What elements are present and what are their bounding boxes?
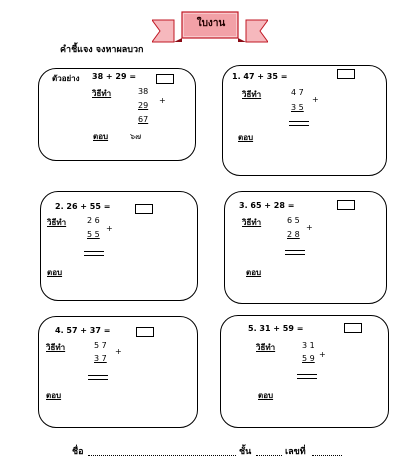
plus-sign: + xyxy=(312,95,319,104)
number-field[interactable] xyxy=(312,455,342,456)
problem-4-addend-a: 5 7 xyxy=(94,341,107,350)
problem-3-answer-label: ตอบ xyxy=(246,268,262,277)
problem-2-answer-label: ตอบ xyxy=(47,268,63,277)
problem-3-sum-line xyxy=(285,250,305,255)
problem-3-method-label: วิธีทำ xyxy=(242,218,262,227)
problem-2-answer-box[interactable] xyxy=(135,204,153,214)
problem-3-addend-b: 2 8 xyxy=(287,230,300,239)
instruction-text: คำชี้แจง จงหาผลบวก xyxy=(60,45,144,55)
problem-3-answer-box[interactable] xyxy=(337,200,355,210)
problem-1-addend-a: 4 7 xyxy=(291,88,304,97)
example-answer-box[interactable] xyxy=(156,74,174,84)
example-answer-label: ตอบ xyxy=(93,132,109,141)
example-equation: 38 + 29 = xyxy=(92,72,137,81)
problem-2-method-label: วิธีทำ xyxy=(47,218,67,227)
plus-sign: + xyxy=(115,347,122,356)
name-field[interactable] xyxy=(88,455,236,456)
problem-3-equation: 3. 65 + 28 = xyxy=(239,201,295,210)
problem-1-sum-line xyxy=(289,121,309,126)
plus-sign: + xyxy=(159,96,166,105)
example-answer-value: ๖๗ xyxy=(130,132,142,141)
problem-4-answer-label: ตอบ xyxy=(46,391,62,400)
problem-1-answer-box[interactable] xyxy=(337,69,355,79)
problem-5-sum-line xyxy=(297,374,317,379)
problem-4-addend-b: 3 7 xyxy=(94,354,107,363)
problem-5-equation: 5. 31 + 59 = xyxy=(248,324,304,333)
problem-5-answer-box[interactable] xyxy=(344,323,362,333)
problem-3-addend-a: 6 5 xyxy=(287,216,300,225)
example-addend-a: 38 xyxy=(138,87,149,96)
plus-sign: + xyxy=(106,224,113,233)
footer-number-label: เลขที่ xyxy=(285,447,306,457)
footer-name-label: ชื่อ xyxy=(72,447,84,457)
problem-2-equation: 2. 26 + 55 = xyxy=(55,202,111,211)
problem-2-addend-a: 2 6 xyxy=(87,216,100,225)
problem-5-answer-label: ตอบ xyxy=(258,391,274,400)
problem-4-method-label: วิธีทำ xyxy=(46,343,66,352)
plus-sign: + xyxy=(319,350,326,359)
example-sum: 67 xyxy=(138,115,149,124)
problem-5-method-label: วิธีทำ xyxy=(256,343,276,352)
problem-5-addend-b: 5 9 xyxy=(302,354,315,363)
footer-grade-label: ชั้น xyxy=(239,447,252,457)
problem-1-answer-label: ตอบ xyxy=(238,133,254,142)
problem-4-answer-box[interactable] xyxy=(136,327,154,337)
problem-5-addend-a: 3 1 xyxy=(302,341,315,350)
plus-sign: + xyxy=(306,223,313,232)
example-label: ตัวอย่าง xyxy=(52,74,80,83)
problem-4-equation: 4. 57 + 37 = xyxy=(55,326,111,335)
problem-2-addend-b: 5 5 xyxy=(87,230,100,239)
problem-1-addend-b: 3 5 xyxy=(291,103,304,112)
problem-1-method-label: วิธีทำ xyxy=(242,90,262,99)
worksheet-title: ใบงาน xyxy=(196,18,226,29)
problem-1-equation: 1. 47 + 35 = xyxy=(232,72,288,81)
problem-5-box xyxy=(220,315,389,428)
example-method-label: วิธีทำ xyxy=(92,89,112,98)
grade-field[interactable] xyxy=(256,455,282,456)
example-addend-b: 29 xyxy=(138,101,149,110)
problem-4-sum-line xyxy=(88,375,108,380)
problem-2-sum-line xyxy=(84,251,104,256)
